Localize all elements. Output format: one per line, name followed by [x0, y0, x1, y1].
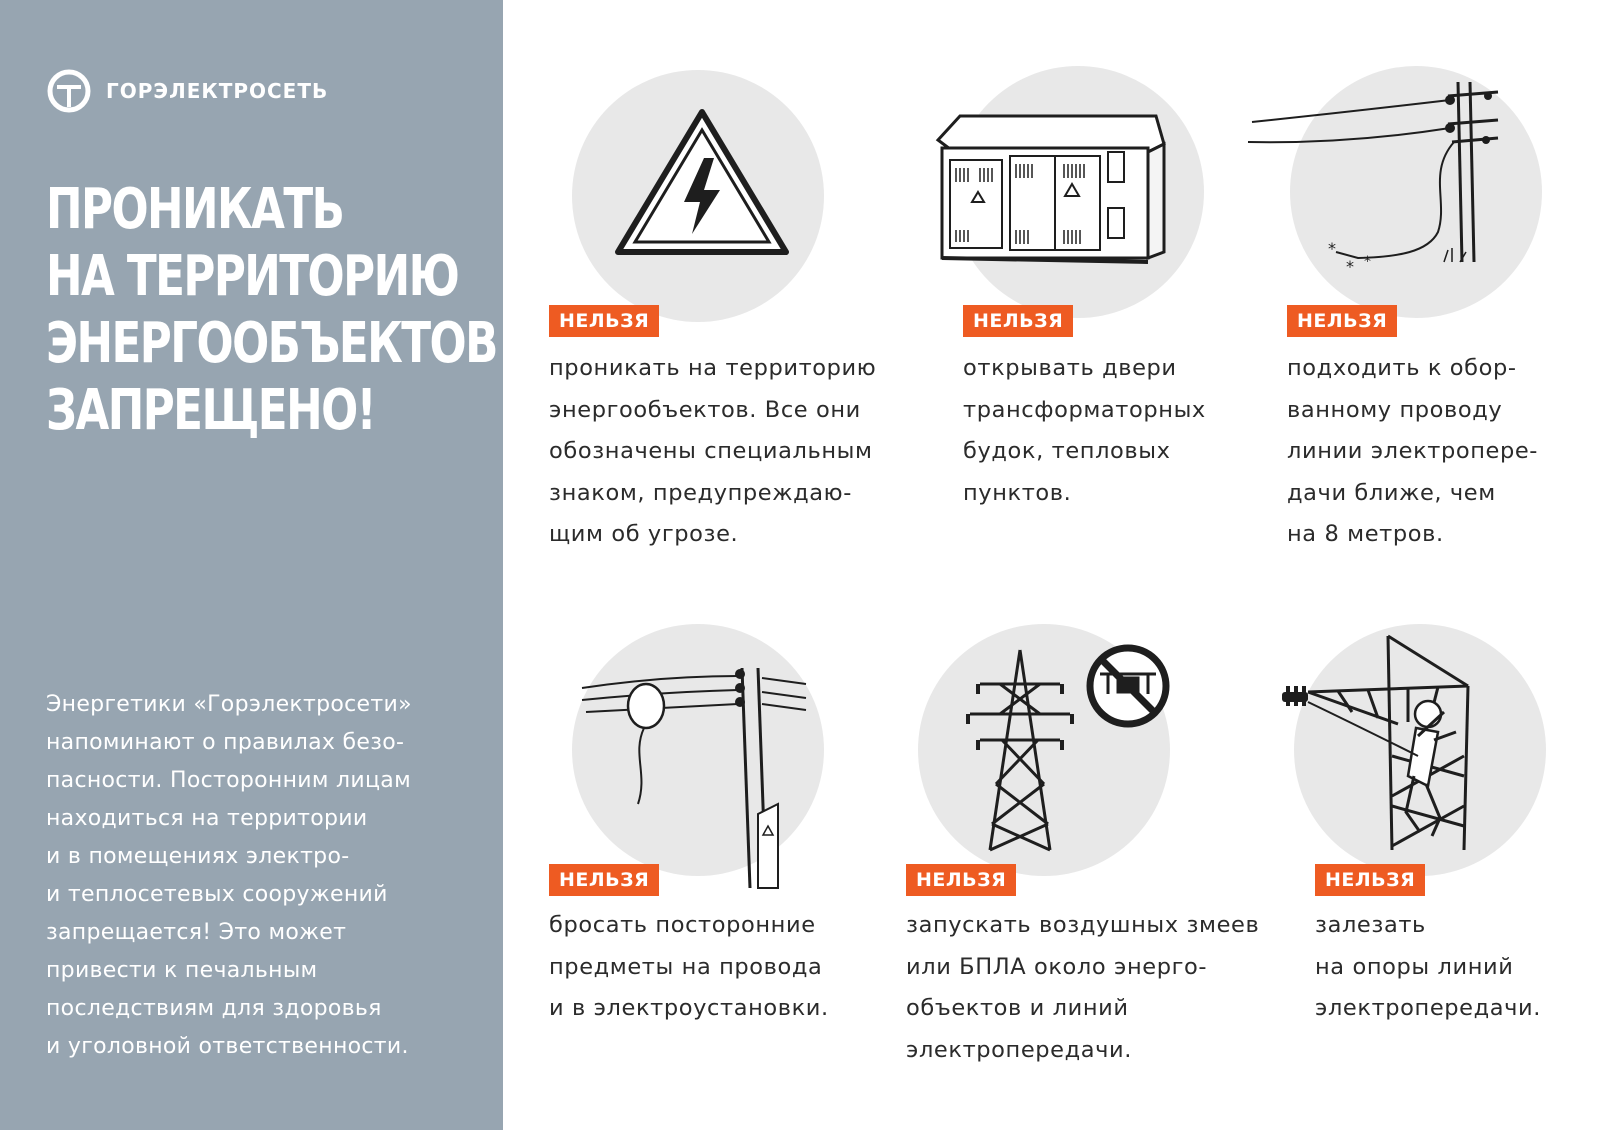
high-voltage-warning-sign-icon	[612, 106, 792, 256]
intro-line: и в помещениях электро-	[46, 844, 350, 869]
rule-line: щим об угрозе.	[549, 521, 739, 547]
intro-line: Энергетики «Горэлектросети»	[46, 692, 412, 717]
rule-line: трансформаторных	[963, 396, 1206, 423]
page-title	[46, 176, 531, 444]
forbidden-badge: НЕЛЬЗЯ	[963, 305, 1073, 337]
forbidden-badge: НЕЛЬЗЯ	[549, 864, 659, 896]
rule-line: залезать	[1315, 912, 1426, 938]
svg-text:*: *	[1328, 239, 1336, 258]
rule-line: на опоры линий	[1315, 953, 1514, 980]
rule-line: или БПЛА около энерго-	[906, 953, 1208, 980]
rule-description	[906, 905, 1259, 1071]
rule-line: проникать на территорию	[549, 355, 877, 381]
person-climbing-tower-icon	[1268, 636, 1488, 856]
rule-line: на 8 метров.	[1287, 521, 1444, 547]
intro-line: и уголовной ответственности.	[46, 1034, 409, 1059]
forbidden-badge: НЕЛЬЗЯ	[906, 864, 1016, 896]
rule-line: будок, тепловых	[963, 438, 1171, 464]
rule-line: подходить к обор-	[1287, 355, 1517, 381]
intro-line: привести к печальным	[46, 958, 318, 983]
forbidden-badge: НЕЛЬЗЯ	[1287, 305, 1397, 337]
svg-text:*: *	[1346, 257, 1354, 276]
rule-line: электропередачи.	[906, 1036, 1133, 1063]
broken-wire-pole-icon	[1248, 82, 1508, 282]
transformer-booth-icon	[934, 112, 1164, 272]
rule-line: ванному проводу	[1287, 396, 1503, 423]
rule-line: объектов и линий	[906, 995, 1129, 1021]
rule-description	[1287, 348, 1538, 556]
rule-line: пунктов.	[963, 479, 1072, 506]
title-line: ПРОНИКАТЬ	[46, 177, 344, 242]
rule-description	[549, 905, 829, 1030]
brand-name: ГОРЭЛЕКТРОСЕТЬ	[106, 79, 329, 103]
title-line: НА ТЕРРИТОРИЮ	[46, 244, 459, 309]
rule-line: запускать воздушных змеев	[906, 912, 1260, 938]
intro-line: последствиям для здоровья	[46, 996, 382, 1021]
intro-line: запрещается! Это может	[46, 920, 347, 945]
rule-line: линии электропере-	[1287, 438, 1539, 464]
rule-line: обозначены специальным	[549, 438, 873, 464]
rule-line: электропередачи.	[1315, 995, 1542, 1021]
forbidden-badge: НЕЛЬЗЯ	[1315, 864, 1425, 896]
rule-line: энергообъектов. Все они	[549, 396, 861, 423]
intro-line: находиться на территории	[46, 806, 368, 831]
rule-line: дачи ближе, чем	[1287, 479, 1496, 506]
brand-logo	[46, 68, 328, 114]
tower-and-no-drone-icon	[960, 644, 1180, 854]
title-line: ЗАПРЕЩЕНО!	[46, 378, 376, 443]
svg-text:*: *	[1364, 254, 1371, 270]
sidebar-panel	[0, 0, 531, 1130]
forbidden-badge: НЕЛЬЗЯ	[549, 305, 659, 337]
intro-line: и теплосетевых сооружений	[46, 882, 388, 907]
intro-line: пасности. Посторонним лицам	[46, 768, 411, 793]
rule-line: и в электроустановки.	[549, 995, 829, 1021]
rule-line: знаком, предупреждаю-	[549, 479, 852, 506]
rule-description	[963, 348, 1206, 514]
intro-paragraph	[46, 686, 486, 1066]
rule-description	[1315, 905, 1541, 1030]
circle-t-logo-icon	[46, 68, 92, 114]
rule-description	[549, 348, 876, 556]
intro-line: напоминают о правилах безо-	[46, 730, 405, 755]
title-line: ЭНЕРГООБЪЕКТОВ –	[46, 311, 531, 376]
rule-line: открывать двери	[963, 355, 1177, 381]
rule-line: бросать посторонние	[549, 912, 816, 938]
rule-line: предметы на провода	[549, 953, 823, 980]
balloon-on-wires-icon	[582, 664, 822, 894]
